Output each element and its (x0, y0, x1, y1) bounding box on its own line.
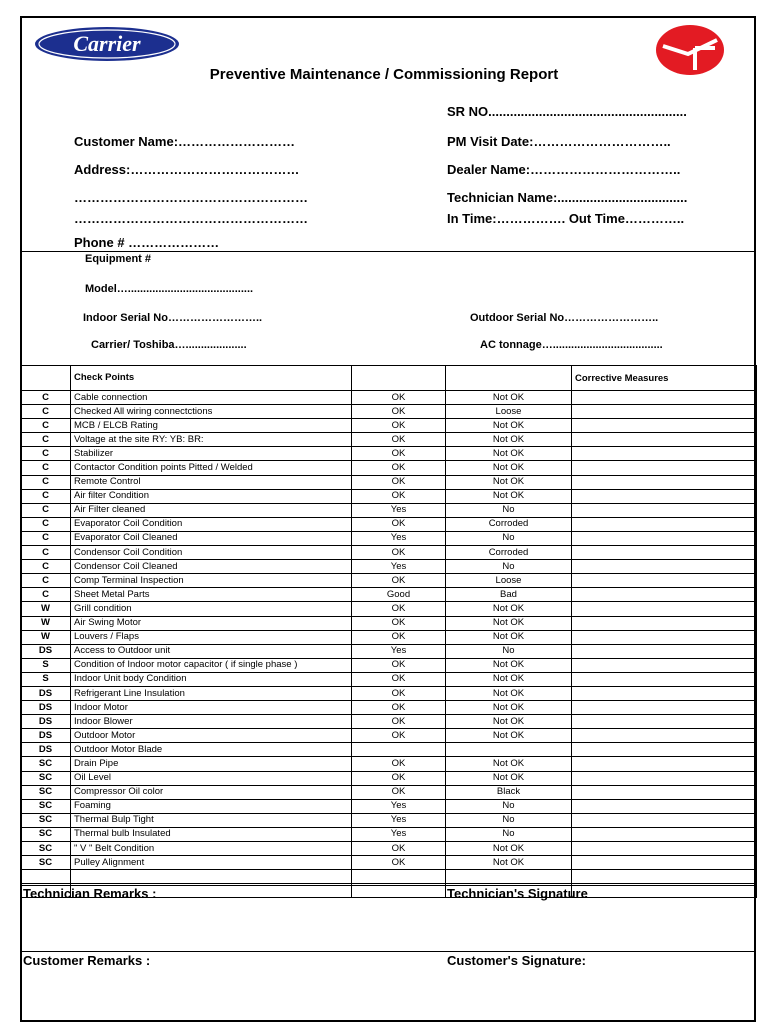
table-row (21, 602, 757, 616)
status-not-ok-cell: Not OK (446, 489, 572, 503)
table-row (21, 729, 757, 743)
table-row (21, 517, 757, 531)
category-cell: C (21, 433, 71, 447)
status-ok-cell: OK (352, 785, 446, 799)
corrective-measures-cell[interactable] (572, 574, 757, 588)
corrective-measures-cell[interactable] (572, 701, 757, 715)
status-ok-cell: OK (352, 517, 446, 531)
status-not-ok-cell: Black (446, 785, 572, 799)
status-not-ok-cell: Not OK (446, 391, 572, 405)
blank-cell[interactable] (446, 870, 572, 884)
category-cell: DS (21, 729, 71, 743)
table-row (21, 391, 757, 405)
carrier-toshiba-field[interactable]: Carrier/ Toshiba….................... (91, 339, 247, 351)
report-title: Preventive Maintenance / Commissioning Report (209, 66, 559, 83)
header-col-b (446, 366, 572, 391)
corrective-measures-cell[interactable] (572, 588, 757, 602)
category-cell: SC (21, 827, 71, 841)
category-cell: C (21, 461, 71, 475)
status-not-ok-cell: Not OK (446, 701, 572, 715)
check-point-cell: Condensor Coil Condition (71, 546, 352, 560)
status-ok-cell: OK (352, 447, 446, 461)
check-point-cell: Condition of Indoor motor capacitor ( if single phase ) (71, 658, 352, 672)
check-point-cell: Contactor Condition points Pitted / Welded (71, 461, 352, 475)
check-point-cell: Checked All wiring connectctions (71, 405, 352, 419)
check-point-cell: Pulley Alignment (71, 856, 352, 870)
table-row (21, 785, 757, 799)
status-not-ok-cell: Not OK (446, 729, 572, 743)
category-cell: W (21, 616, 71, 630)
category-cell: SC (21, 842, 71, 856)
check-point-cell: Evaporator Coil Cleaned (71, 531, 352, 545)
status-not-ok-cell: Not OK (446, 433, 572, 447)
equipment-label: Equipment # (85, 253, 152, 265)
indoor-serial-field[interactable]: Indoor Serial No…………………….. (83, 312, 263, 324)
category-cell: C (21, 517, 71, 531)
category-cell: S (21, 672, 71, 686)
corrective-measures-cell[interactable] (572, 461, 757, 475)
status-not-ok-cell: Not OK (446, 475, 572, 489)
table-header-row (21, 366, 757, 391)
category-cell: C (21, 405, 71, 419)
status-ok-cell: OK (352, 419, 446, 433)
table-row (21, 405, 757, 419)
header-col-a (352, 366, 446, 391)
table-row (21, 827, 757, 841)
address-field[interactable]: Address:………………………………… (74, 162, 300, 177)
category-cell: W (21, 630, 71, 644)
check-point-cell: Air filter Condition (71, 489, 352, 503)
table-row (21, 616, 757, 630)
status-not-ok-cell: Not OK (446, 842, 572, 856)
check-point-cell: Indoor Blower (71, 715, 352, 729)
table-row (21, 546, 757, 560)
category-cell: C (21, 447, 71, 461)
table-row (21, 672, 757, 686)
corrective-measures-cell[interactable] (572, 546, 757, 560)
blank-cell[interactable] (21, 870, 71, 884)
ac-tonnage-field[interactable]: AC tonnage….................................... (480, 339, 663, 351)
table-row (21, 574, 757, 588)
corrective-measures-cell[interactable] (572, 813, 757, 827)
status-not-ok-cell: Bad (446, 588, 572, 602)
corrective-measures-cell[interactable] (572, 785, 757, 799)
corrective-measures-cell[interactable] (572, 827, 757, 841)
corrective-measures-cell[interactable] (572, 405, 757, 419)
status-not-ok-cell: Loose (446, 405, 572, 419)
status-not-ok-cell: Not OK (446, 658, 572, 672)
sr-no-field[interactable]: SR NO....................................................... (447, 104, 687, 119)
table-row (21, 856, 757, 870)
blank-row (21, 870, 757, 884)
corrective-measures-cell[interactable] (572, 489, 757, 503)
table-row (21, 447, 757, 461)
status-not-ok-cell: No (446, 813, 572, 827)
corrective-measures-cell[interactable] (572, 771, 757, 785)
check-point-cell: Remote Control (71, 475, 352, 489)
category-cell: C (21, 489, 71, 503)
status-not-ok-cell: Not OK (446, 447, 572, 461)
corrective-measures-cell[interactable] (572, 799, 757, 813)
status-ok-cell: OK (352, 602, 446, 616)
status-not-ok-cell: No (446, 560, 572, 574)
status-not-ok-cell: Not OK (446, 419, 572, 433)
check-point-cell: Access to Outdoor unit (71, 644, 352, 658)
status-ok-cell: OK (352, 672, 446, 686)
category-cell: DS (21, 686, 71, 700)
technician-signature-label: Technician's Signature (447, 886, 588, 901)
category-cell: SC (21, 799, 71, 813)
table-row (21, 560, 757, 574)
status-not-ok-cell (446, 743, 572, 757)
check-point-cell: Louvers / Flaps (71, 630, 352, 644)
table-row (21, 531, 757, 545)
table-row (21, 715, 757, 729)
status-ok-cell: Yes (352, 813, 446, 827)
table-row (21, 813, 757, 827)
category-cell: SC (21, 771, 71, 785)
status-ok-cell: OK (352, 757, 446, 771)
status-ok-cell: OK (352, 856, 446, 870)
outdoor-serial-field[interactable]: Outdoor Serial No…………………….. (470, 312, 659, 324)
address-line-3[interactable]: ……………………………………………… (74, 211, 308, 226)
corrective-measures-cell[interactable] (572, 743, 757, 757)
corrective-measures-cell[interactable] (572, 419, 757, 433)
status-ok-cell: OK (352, 433, 446, 447)
technician-remarks-label: Technician Remarks : (23, 886, 157, 901)
status-ok-cell: Yes (352, 531, 446, 545)
status-not-ok-cell: Loose (446, 574, 572, 588)
status-not-ok-cell: Not OK (446, 856, 572, 870)
status-not-ok-cell: Corroded (446, 517, 572, 531)
check-point-cell: Drain Pipe (71, 757, 352, 771)
check-point-cell: Indoor Motor (71, 701, 352, 715)
status-ok-cell (352, 743, 446, 757)
customer-remarks-label: Customer Remarks : (23, 953, 151, 968)
brand-text: Carrier (73, 31, 141, 56)
table-row (21, 799, 757, 813)
status-not-ok-cell: No (446, 827, 572, 841)
status-not-ok-cell: Not OK (446, 686, 572, 700)
corrective-measures-cell[interactable] (572, 503, 757, 517)
status-ok-cell: OK (352, 574, 446, 588)
status-not-ok-cell: Not OK (446, 602, 572, 616)
status-ok-cell: OK (352, 771, 446, 785)
corrective-measures-cell[interactable] (572, 856, 757, 870)
check-point-cell: Indoor Unit body Condition (71, 672, 352, 686)
status-not-ok-cell: Not OK (446, 461, 572, 475)
corrective-measures-cell[interactable] (572, 391, 757, 405)
corrective-measures-cell[interactable] (572, 630, 757, 644)
corrective-measures-cell[interactable] (572, 757, 757, 771)
category-cell: C (21, 560, 71, 574)
status-not-ok-cell: Not OK (446, 672, 572, 686)
table-row (21, 686, 757, 700)
status-ok-cell: OK (352, 701, 446, 715)
status-ok-cell: OK (352, 405, 446, 419)
corrective-measures-cell[interactable] (572, 672, 757, 686)
status-not-ok-cell: Not OK (446, 715, 572, 729)
check-point-cell: Foaming (71, 799, 352, 813)
check-point-cell: Evaporator Coil Condition (71, 517, 352, 531)
header-corrective: Corrective Measures (572, 366, 757, 391)
table-row (21, 701, 757, 715)
status-ok-cell: OK (352, 489, 446, 503)
category-cell: S (21, 658, 71, 672)
carrier-logo (33, 25, 181, 63)
check-point-cell: Stabilizer (71, 447, 352, 461)
phone-field[interactable]: Phone # ………………… (74, 235, 220, 250)
table-row (21, 658, 757, 672)
status-not-ok-cell: Not OK (446, 771, 572, 785)
table-row (21, 743, 757, 757)
category-cell: SC (21, 785, 71, 799)
pm-visit-date-field[interactable]: PM Visit Date:………………………….. (447, 134, 671, 149)
in-out-time-field[interactable]: In Time:……………. Out Time………….. (447, 211, 685, 226)
model-field[interactable]: Model…......................................... (85, 283, 254, 295)
category-cell: C (21, 475, 71, 489)
corrective-measures-cell[interactable] (572, 433, 757, 447)
customer-signature-label: Customer's Signature: (447, 953, 586, 968)
status-ok-cell: OK (352, 630, 446, 644)
blank-cell[interactable] (572, 870, 757, 884)
status-not-ok-cell: Not OK (446, 757, 572, 771)
corrective-measures-cell[interactable] (572, 644, 757, 658)
table-row (21, 503, 757, 517)
category-cell: W (21, 602, 71, 616)
status-ok-cell: Yes (352, 644, 446, 658)
status-ok-cell: Yes (352, 560, 446, 574)
dealer-name-field[interactable]: Dealer Name:…………………………….. (447, 162, 681, 177)
table-row (21, 771, 757, 785)
corrective-measures-cell[interactable] (572, 447, 757, 461)
table-row (21, 644, 757, 658)
corrective-measures-cell[interactable] (572, 616, 757, 630)
category-cell: C (21, 574, 71, 588)
check-point-cell: Voltage at the site RY: YB: BR: (71, 433, 352, 447)
status-ok-cell: OK (352, 475, 446, 489)
status-ok-cell: Yes (352, 799, 446, 813)
status-ok-cell: OK (352, 616, 446, 630)
checklist-table (20, 365, 757, 898)
corrective-measures-cell[interactable] (572, 715, 757, 729)
status-not-ok-cell: No (446, 531, 572, 545)
category-cell: C (21, 546, 71, 560)
status-ok-cell: OK (352, 715, 446, 729)
status-ok-cell: Good (352, 588, 446, 602)
check-point-cell: Grill condition (71, 602, 352, 616)
check-point-cell: " V " Belt Condition (71, 842, 352, 856)
header-check-points: Check Points (71, 366, 352, 391)
category-cell: C (21, 588, 71, 602)
category-cell: C (21, 391, 71, 405)
table-row (21, 461, 757, 475)
corrective-measures-cell[interactable] (572, 531, 757, 545)
table-row (21, 630, 757, 644)
technician-name-field[interactable]: Technician Name:.................................... (447, 190, 688, 205)
check-point-cell: MCB / ELCB Rating (71, 419, 352, 433)
category-cell: DS (21, 644, 71, 658)
check-point-cell: Thermal bulb Insulated (71, 827, 352, 841)
status-not-ok-cell: Not OK (446, 616, 572, 630)
status-ok-cell: OK (352, 658, 446, 672)
corrective-measures-cell[interactable] (572, 729, 757, 743)
category-cell: DS (21, 715, 71, 729)
address-line-2[interactable]: ……………………………………………… (74, 190, 308, 205)
corrective-measures-cell[interactable] (572, 475, 757, 489)
divider (20, 251, 756, 252)
check-point-cell: Comp Terminal Inspection (71, 574, 352, 588)
header-cat (21, 366, 71, 391)
status-not-ok-cell: Not OK (446, 630, 572, 644)
check-point-cell: Refrigerant Line Insulation (71, 686, 352, 700)
category-cell: DS (21, 743, 71, 757)
check-point-cell: Oil Level (71, 771, 352, 785)
status-ok-cell: OK (352, 461, 446, 475)
category-cell: C (21, 503, 71, 517)
status-not-ok-cell: No (446, 799, 572, 813)
status-not-ok-cell: No (446, 503, 572, 517)
corrective-measures-cell[interactable] (572, 560, 757, 574)
category-cell: C (21, 419, 71, 433)
table-row (21, 588, 757, 602)
blank-cell[interactable] (352, 870, 446, 884)
check-point-cell: Thermal Bulp Tight (71, 813, 352, 827)
category-cell: DS (21, 701, 71, 715)
status-ok-cell: Yes (352, 827, 446, 841)
corrective-measures-cell[interactable] (572, 517, 757, 531)
status-ok-cell: OK (352, 391, 446, 405)
status-ok-cell: OK (352, 729, 446, 743)
customer-name-field[interactable]: Customer Name:……………………… (74, 134, 296, 149)
table-row (21, 842, 757, 856)
check-point-cell: Outdoor Motor (71, 729, 352, 743)
check-point-cell: Cable connection (71, 391, 352, 405)
status-ok-cell: OK (352, 546, 446, 560)
table-row (21, 475, 757, 489)
table-row (21, 433, 757, 447)
category-cell: SC (21, 856, 71, 870)
corrective-measures-cell[interactable] (572, 658, 757, 672)
table-row (21, 489, 757, 503)
check-point-cell: Air Filter cleaned (71, 503, 352, 517)
corrective-measures-cell[interactable] (572, 602, 757, 616)
table-row (21, 757, 757, 771)
category-cell: SC (21, 757, 71, 771)
equipment-left-border (20, 251, 21, 351)
category-cell: C (21, 531, 71, 545)
check-point-cell: Air Swing Motor (71, 616, 352, 630)
status-not-ok-cell: No (446, 644, 572, 658)
status-ok-cell: Yes (352, 503, 446, 517)
status-ok-cell: OK (352, 686, 446, 700)
check-point-cell: Outdoor Motor Blade (71, 743, 352, 757)
corrective-measures-cell[interactable] (572, 686, 757, 700)
check-point-cell: Sheet Metal Parts (71, 588, 352, 602)
corrective-measures-cell[interactable] (572, 842, 757, 856)
table-row (21, 419, 757, 433)
check-point-cell: Compressor Oil color (71, 785, 352, 799)
status-ok-cell: OK (352, 842, 446, 856)
blank-cell[interactable] (71, 870, 352, 884)
remarks-divider-2 (20, 951, 756, 952)
status-not-ok-cell: Corroded (446, 546, 572, 560)
check-point-cell: Condensor Coil Cleaned (71, 560, 352, 574)
category-cell: SC (21, 813, 71, 827)
